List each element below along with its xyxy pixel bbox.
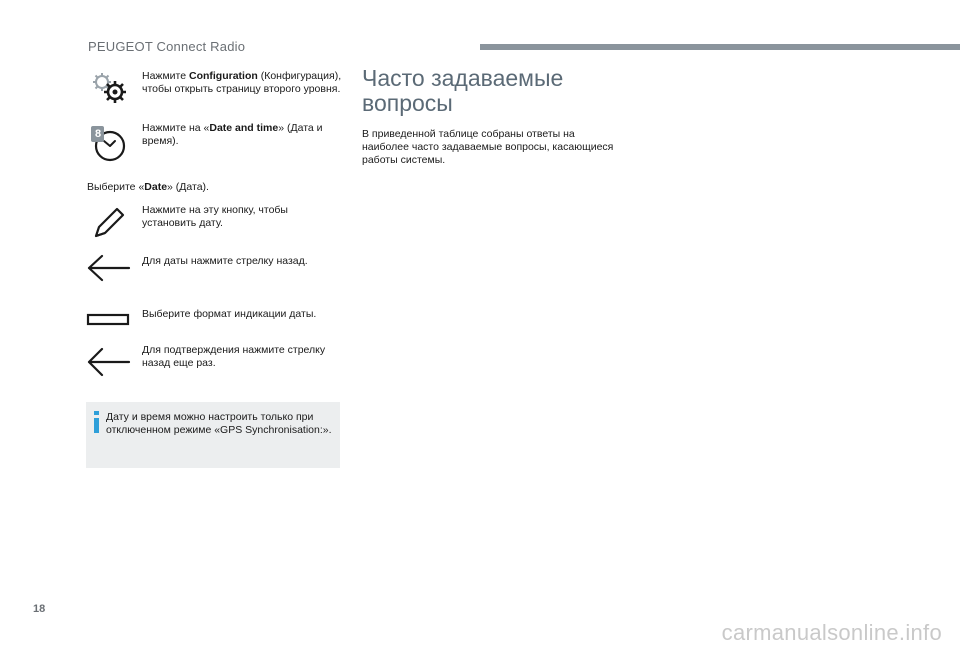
faq-heading: Часто задаваемые вопросы: [362, 65, 564, 116]
info-box: [86, 402, 340, 468]
back-arrow-icon: [86, 344, 132, 385]
step-configuration-text: Нажмите Configuration (Конфигурация), чтобы открыть страницу второго уровня.: [142, 70, 342, 95]
info-icon: [92, 411, 102, 438]
step-back-arrow: [86, 252, 346, 282]
settings-gear-icon: [86, 70, 132, 113]
step-date-format: [86, 306, 346, 330]
step-back-arrow-text: Для даты нажмите стрелку назад.: [142, 255, 308, 267]
step-date-and-time-text: Нажмите на «Date and time» (Дата и время).: [142, 122, 323, 147]
step-date-and-time: [86, 122, 346, 164]
step-confirm-back-arrow: [86, 344, 346, 380]
step-configuration: [86, 70, 346, 110]
format-box-icon: [86, 306, 132, 335]
select-date-line: Выберите «Date» (Дата).: [87, 181, 209, 193]
page-number: 18: [33, 603, 46, 615]
clock-badge: 8: [95, 128, 102, 140]
step-date-format-text: Выберите формат индикации даты.: [142, 308, 317, 320]
back-arrow-icon: [86, 252, 132, 287]
pencil-icon: [86, 202, 132, 247]
header-bar: [480, 44, 960, 50]
clock-icon: [86, 122, 132, 171]
faq-intro-text: В приведенной таблице собраны ответы на наиболее часто задаваемые вопросы, касающиеся работы системы.: [362, 128, 614, 166]
watermark: carmanualsonline.info: [721, 620, 942, 645]
step-edit-date: [86, 202, 346, 242]
step-confirm-text: Для подтверждения нажмите стрелку назад еще раз.: [142, 344, 326, 369]
step-edit-date-text: Нажмите на эту кнопку, чтобы установить дату.: [142, 204, 288, 229]
document-header-title: PEUGEOT Connect Radio: [88, 39, 246, 54]
info-text: Дату и время можно настроить только при отключенном режиме «GPS Synchronisation:».: [106, 411, 332, 436]
